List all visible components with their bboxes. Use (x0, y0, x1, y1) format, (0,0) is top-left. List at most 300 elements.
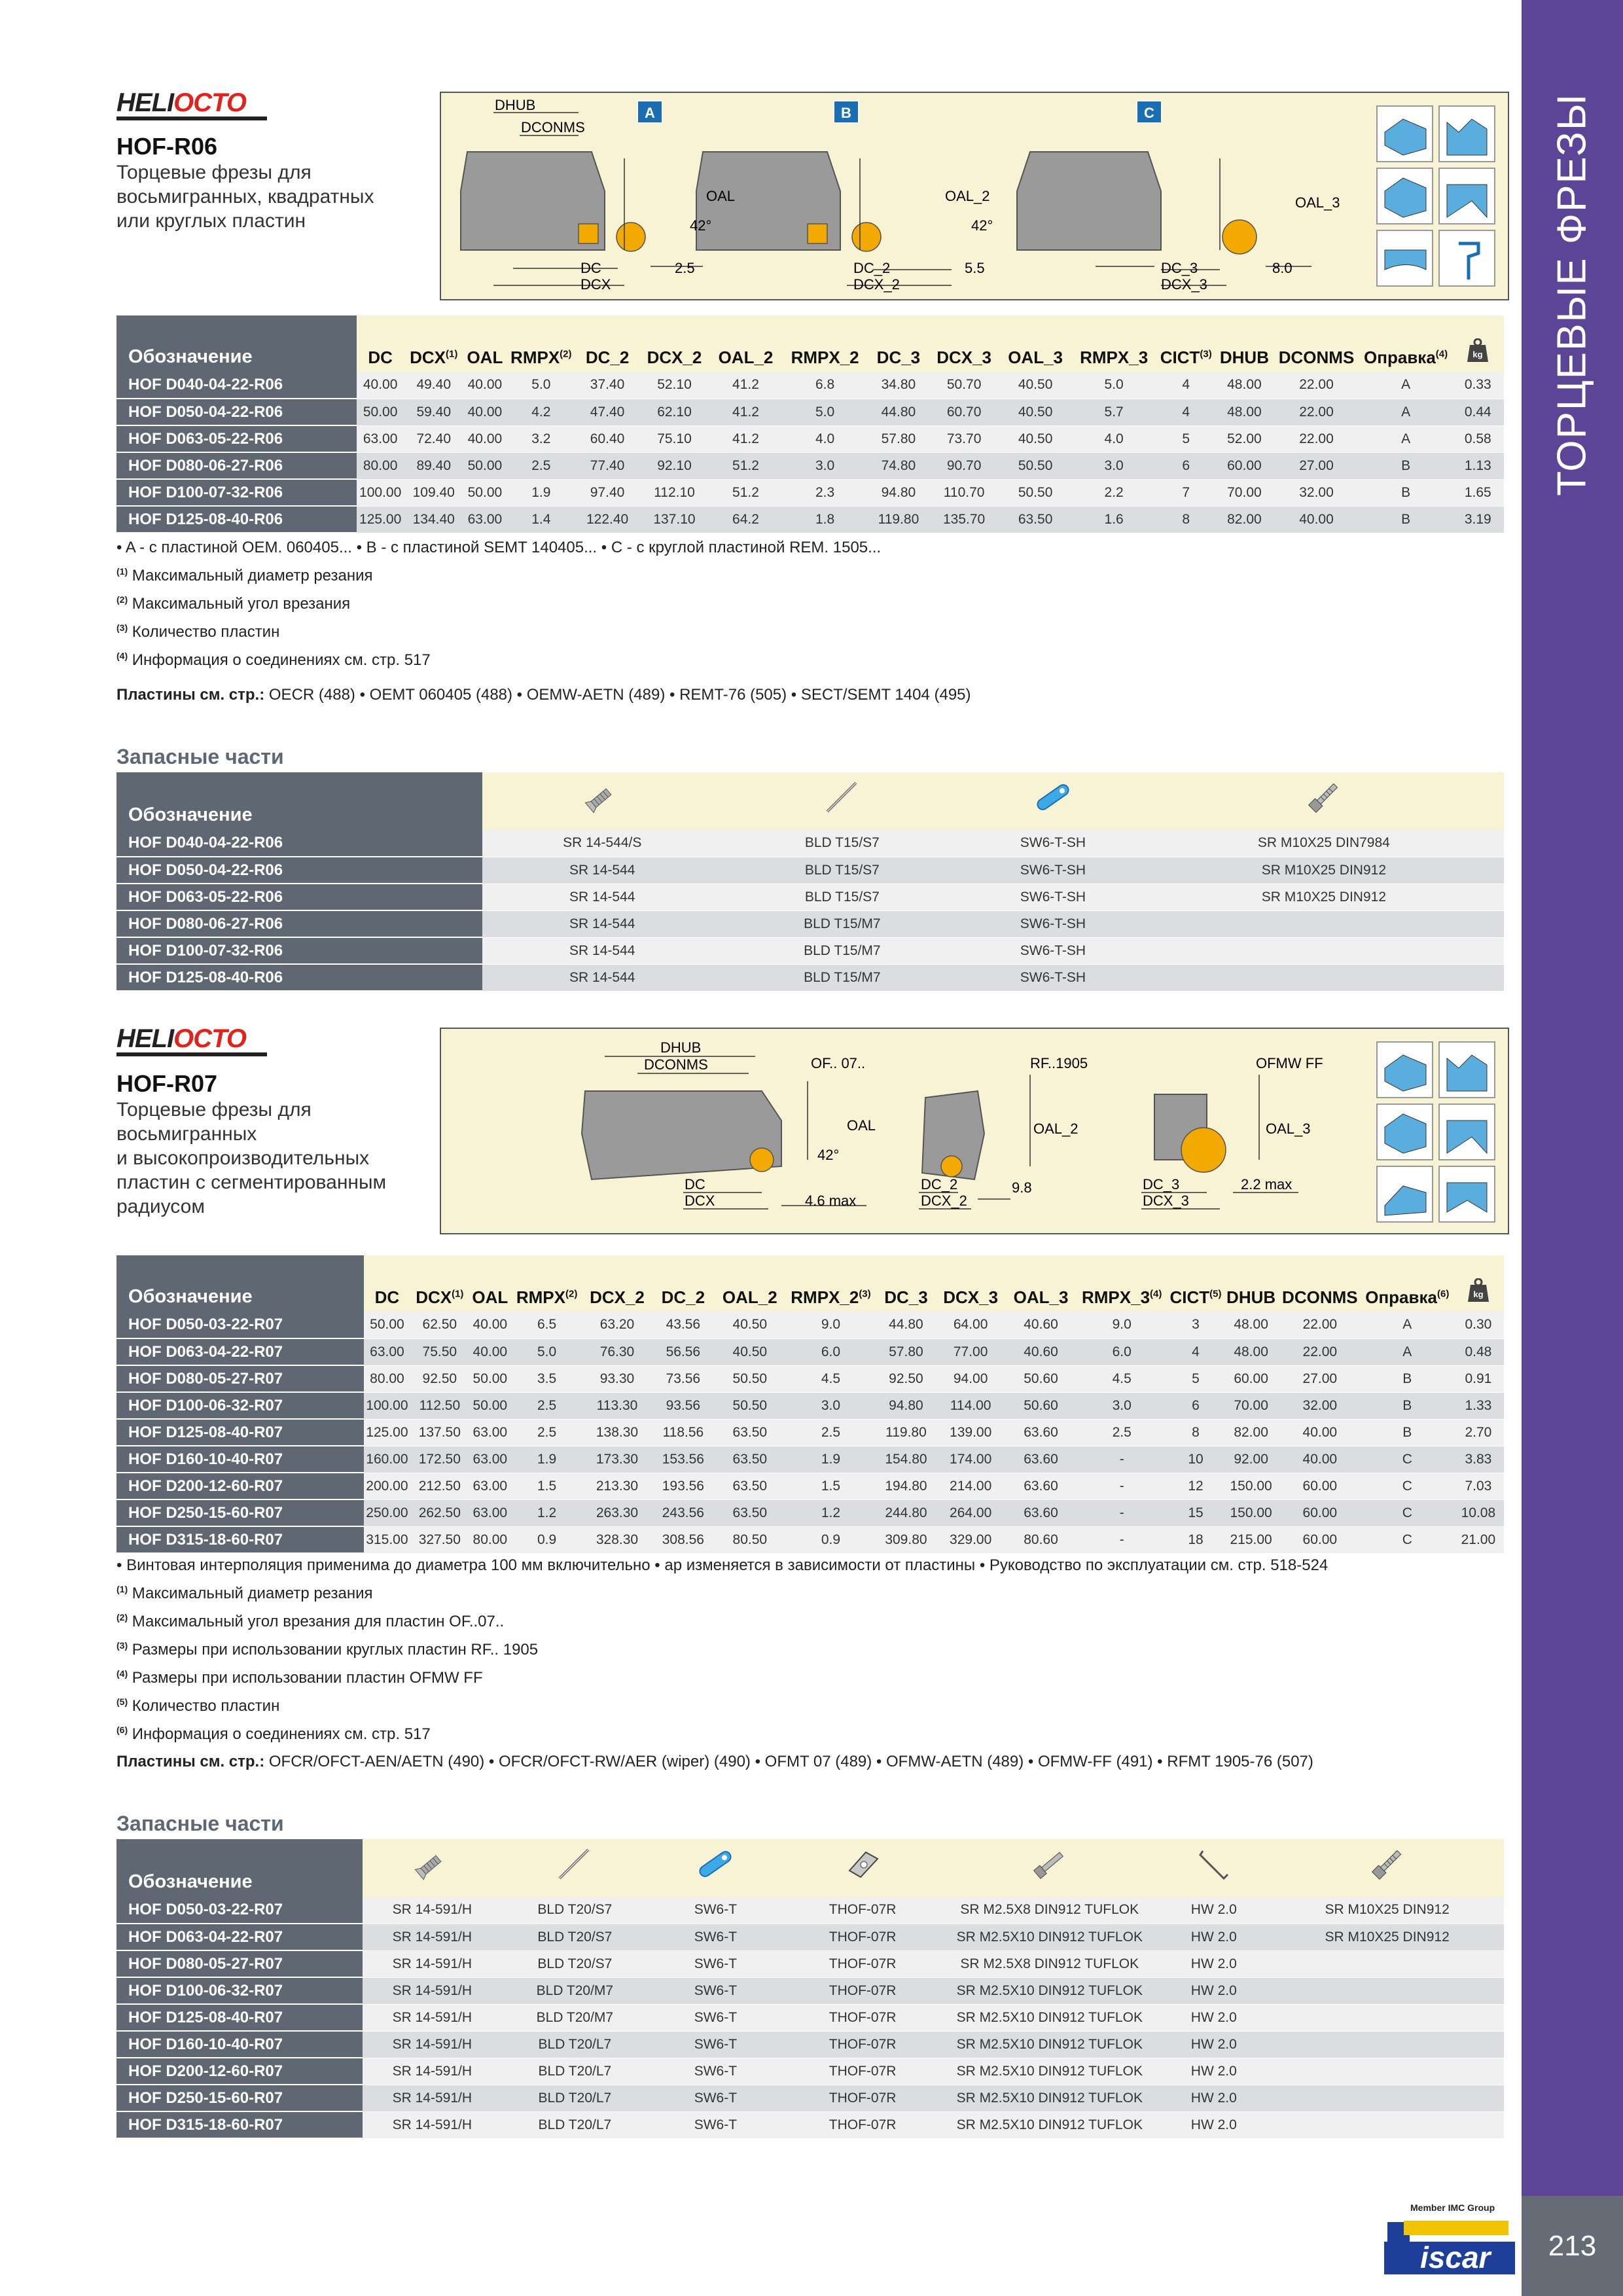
table-cell: 50.50 (715, 1365, 785, 1392)
table-cell: 1.6 (1071, 506, 1156, 533)
diagram-letter-b: B (841, 105, 851, 121)
column-footnote: (2) (560, 348, 572, 360)
page-number-text: 213 (1548, 2229, 1597, 2262)
table-cell: 263.30 (582, 1499, 652, 1526)
column-header-text: DCONMS (1278, 348, 1355, 367)
column-header-text: DC_3 (884, 1287, 928, 1307)
table-cell: 3.0 (1071, 452, 1156, 479)
s1-spare-title: Запасные части (116, 745, 284, 768)
table-cell: 0.30 (1453, 1312, 1504, 1338)
table-row (116, 2004, 1504, 2031)
table-cell: 73.70 (929, 425, 999, 452)
table-cell: 160.00 (364, 1446, 411, 1473)
table-cell: 135.70 (929, 506, 999, 533)
table-cell: 50.00 (357, 399, 404, 425)
table-cell: 137.10 (639, 506, 710, 533)
table-cell (1270, 2004, 1504, 2031)
table-cell: 4.5 (785, 1365, 876, 1392)
s2-spare-title: Запасные части (116, 1812, 284, 1835)
table-cell: 4 (1156, 372, 1215, 399)
table-cell: 1.4 (507, 506, 576, 533)
table-row (116, 372, 1504, 399)
table-cell: 21.00 (1453, 1526, 1504, 1553)
s2-brand (116, 1024, 267, 1056)
table-cell: 40.50 (715, 1338, 785, 1365)
table-cell: 4.0 (782, 425, 868, 452)
table-cell: SR 14-591/H (363, 2085, 502, 2111)
footnote-text: Максимальный угол врезания (128, 595, 351, 613)
table-cell: SR M2.5X8 DIN912 TUFLOK (942, 1950, 1157, 1977)
table-cell: 64.2 (709, 506, 781, 533)
table-cell (1144, 937, 1504, 964)
table-cell: 308.56 (652, 1526, 714, 1553)
table-cell: SR M2.5X10 DIN912 TUFLOK (942, 1924, 1157, 1950)
column-header-text: RMPX_3 (1080, 348, 1149, 367)
wrench-icon (648, 1839, 783, 1897)
table-cell: - (1077, 1499, 1168, 1526)
table-cell: 0.9 (785, 1526, 876, 1553)
column-header (463, 315, 507, 372)
table-cell: A (1360, 425, 1452, 452)
column-header (1005, 1255, 1076, 1312)
table-cell: 172.50 (410, 1446, 469, 1473)
table-cell: SR M2.5X10 DIN912 TUFLOK (942, 2085, 1157, 2111)
column-header-text: DCX_2 (647, 348, 702, 367)
column-header (1077, 1255, 1168, 1312)
row-designation: HOF D050-03-22-R07 (116, 1312, 364, 1338)
label-dcx: DCX (580, 276, 611, 293)
column-header (364, 1255, 411, 1312)
svg-text:kg: kg (1472, 350, 1483, 359)
small-screw-icon (942, 1839, 1157, 1897)
table-cell: 50.50 (999, 452, 1071, 479)
column-footnote: (5) (1209, 1288, 1222, 1300)
description-line: восьмигранных, квадратных (116, 186, 374, 207)
s1-diagram-svg (441, 93, 1508, 299)
table-cell: BLD T20/S7 (502, 1924, 648, 1950)
table-cell: SR 14-544 (482, 910, 722, 937)
table-cell: HW 2.0 (1157, 1977, 1270, 2004)
table-cell: C (1362, 1473, 1453, 1499)
table-cell: SW6-T-SH (962, 964, 1144, 991)
table-row (116, 425, 1504, 452)
column-footnote: (1) (446, 348, 458, 360)
table-cell: 264.00 (936, 1499, 1005, 1526)
table-cell: 80.60 (1005, 1526, 1076, 1553)
table-cell: 48.00 (1224, 1312, 1277, 1338)
table-cell: 1.9 (511, 1446, 582, 1473)
table-cell: 153.56 (652, 1446, 714, 1473)
label-dc3-b: DC_3 (1143, 1176, 1180, 1193)
table-cell: SW6-T (648, 1924, 783, 1950)
column-footnote: (4) (1435, 348, 1448, 360)
table-cell: 75.10 (639, 425, 710, 452)
table-cell: 4.2 (507, 399, 576, 425)
table-cell: 119.80 (868, 506, 929, 533)
table-cell: SR 14-544/S (482, 830, 722, 857)
footnote (116, 1605, 1328, 1634)
side-band (1522, 0, 1623, 2196)
table-cell: B (1362, 1365, 1453, 1392)
table-cell: 10 (1168, 1446, 1224, 1473)
row-designation: HOF D250-15-60-R07 (116, 2085, 363, 2111)
label-oal3-b: OAL_3 (1266, 1121, 1311, 1137)
table-cell: 4 (1168, 1338, 1224, 1365)
footnote (116, 1634, 1328, 1662)
column-header-text: DC (374, 1287, 400, 1307)
column-header (469, 1255, 511, 1312)
row-designation: HOF D100-06-32-R07 (116, 1392, 364, 1419)
label-2-5: 2.5 (675, 260, 695, 276)
column-header (929, 315, 999, 372)
label-2-2max: 2.2 max (1241, 1176, 1293, 1193)
column-header (652, 1255, 714, 1312)
row-designation: HOF D080-05-27-R07 (116, 1365, 364, 1392)
table-row (116, 1499, 1504, 1526)
table-cell: 62.10 (639, 399, 710, 425)
table-row (116, 1365, 1504, 1392)
table-row (116, 506, 1504, 533)
table-cell: 40.50 (999, 425, 1071, 452)
table-row (116, 857, 1504, 884)
table-cell: 63.00 (463, 506, 507, 533)
table-cell (1270, 2058, 1504, 2085)
table-cell: 3 (1168, 1312, 1224, 1338)
table-cell: SW6-T-SH (962, 830, 1144, 857)
table-cell: 213.30 (582, 1473, 652, 1499)
table-cell: 5 (1168, 1365, 1224, 1392)
table-cell: SR 14-544 (482, 884, 722, 910)
table-cell: 7 (1156, 479, 1215, 506)
label-oal: OAL (706, 188, 736, 204)
label-dc-b: DC (685, 1176, 705, 1193)
table-cell: 97.40 (576, 479, 639, 506)
table-cell: 5.0 (507, 372, 576, 399)
table-cell: 2.5 (511, 1392, 582, 1419)
label-9-8: 9.8 (1012, 1179, 1032, 1196)
label-dconms-2: DCONMS (644, 1056, 708, 1073)
column-footnote: (3) (859, 1288, 871, 1300)
description-line: радиусом (116, 1196, 205, 1217)
table-cell (1270, 1977, 1504, 2004)
footnote-marker: (4) (116, 651, 128, 661)
table-row (116, 1924, 1504, 1950)
table-cell: SW6-T (648, 2085, 783, 2111)
table-cell: 193.56 (652, 1473, 714, 1499)
iscar-logo (1384, 2202, 1515, 2281)
table-cell: 57.80 (868, 425, 929, 452)
s2-diagram-svg (441, 1029, 1508, 1233)
row-designation: HOF D125-08-40-R07 (116, 1419, 364, 1446)
table-cell: 63.00 (469, 1499, 511, 1526)
spare-header-row (116, 772, 1504, 830)
table-cell: 27.00 (1273, 452, 1359, 479)
s2-spec-table (116, 1255, 1504, 1554)
table-cell: BLD T20/M7 (502, 2004, 648, 2031)
table-cell: 63.50 (715, 1499, 785, 1526)
column-header (876, 1255, 936, 1312)
footnote-marker: (3) (116, 622, 128, 633)
table-cell: 77.00 (936, 1338, 1005, 1365)
column-header-text: DC (368, 348, 393, 367)
footnote-text: Информация о соединениях см. стр. 517 (128, 1725, 431, 1743)
table-cell: 112.10 (639, 479, 710, 506)
table-cell: 74.80 (868, 452, 929, 479)
description-line: пластин с сегментированным (116, 1172, 387, 1193)
footnote (116, 1690, 1328, 1718)
table-cell: 5.0 (511, 1338, 582, 1365)
table-row (116, 1419, 1504, 1446)
row-designation: HOF D063-04-22-R07 (116, 1924, 363, 1950)
column-header (1273, 315, 1359, 372)
s2-notes (116, 1553, 1328, 1746)
table-cell: 15 (1168, 1499, 1224, 1526)
footnote-text: Количество пластин (128, 623, 280, 641)
footnote (116, 1553, 1328, 1577)
table-cell: 63.00 (469, 1473, 511, 1499)
table-cell: SW6-T (648, 1897, 783, 1924)
table-cell: 80.50 (715, 1526, 785, 1553)
table-cell: B (1360, 479, 1452, 506)
table-cell: 8 (1168, 1419, 1224, 1446)
table-row (116, 2111, 1504, 2138)
table-cell: 92.00 (1224, 1446, 1277, 1473)
row-designation: HOF D160-10-40-R07 (116, 1446, 364, 1473)
table-cell: 90.70 (929, 452, 999, 479)
table-cell: B (1360, 452, 1452, 479)
table-cell: 109.40 (404, 479, 463, 506)
table-cell: A (1362, 1312, 1453, 1338)
table-cell: SR M2.5X10 DIN912 TUFLOK (942, 2111, 1157, 2138)
footnote-text: Максимальный диаметр резания (128, 1585, 373, 1602)
table-cell: 22.00 (1273, 399, 1359, 425)
table-cell: 70.00 (1224, 1392, 1277, 1419)
s2-plates-text: OFCR/OFCT-AEN/AETN (490) • OFCR/OFCT-RW/AER (wiper) (490) • OFMT 07 (489) • OFMW-AETN (489) • OFMW-FF (491) • RFMT 1905-76 (507) (264, 1753, 1313, 1770)
table-cell: 112.50 (410, 1392, 469, 1419)
footnote-marker: (6) (116, 1725, 128, 1735)
table-cell: 0.44 (1452, 399, 1504, 425)
table-cell: BLD T15/S7 (722, 884, 963, 910)
table-cell: 70.00 (1215, 479, 1273, 506)
row-designation: HOF D125-08-40-R07 (116, 2004, 363, 2031)
column-header-text: OAL_3 (1013, 1287, 1069, 1307)
row-designation: HOF D063-05-22-R06 (116, 884, 482, 910)
table-cell: 22.00 (1273, 372, 1359, 399)
table-cell: 75.50 (410, 1338, 469, 1365)
table-cell: BLD T20/L7 (502, 2058, 648, 2085)
table-row (116, 1392, 1504, 1419)
column-header-text: OAL (472, 1287, 508, 1307)
table-cell: 262.50 (410, 1499, 469, 1526)
table-cell: 139.00 (936, 1419, 1005, 1446)
table-row (116, 2085, 1504, 2111)
table-cell: 52.10 (639, 372, 710, 399)
s1-plates (116, 686, 971, 704)
table-cell: BLD T20/L7 (502, 2085, 648, 2111)
row-designation: HOF D063-05-22-R06 (116, 425, 357, 452)
row-designation: HOF D125-08-40-R06 (116, 964, 482, 991)
row-designation: HOF D100-07-32-R06 (116, 937, 482, 964)
table-cell: SR 14-591/H (363, 2058, 502, 2085)
side-title (1522, 0, 1623, 589)
table-cell: 82.00 (1215, 506, 1273, 533)
table-row (116, 1950, 1504, 1977)
table-cell: 137.50 (410, 1419, 469, 1446)
table-cell: 9.0 (1077, 1312, 1168, 1338)
table-cell: 3.5 (511, 1365, 582, 1392)
table-row (116, 2058, 1504, 2085)
table-cell: 40.00 (1278, 1446, 1362, 1473)
table-cell: THOF-07R (783, 1897, 942, 1924)
table-cell: 40.60 (1005, 1312, 1076, 1338)
row-designation: HOF D250-15-60-R07 (116, 1499, 364, 1526)
row-designation: HOF D160-10-40-R07 (116, 2031, 363, 2058)
header-designation: Обозначение (116, 315, 357, 372)
table-cell: 60.00 (1215, 452, 1273, 479)
bolt-icon (1144, 772, 1504, 830)
table-cell: 50.60 (1005, 1365, 1076, 1392)
column-header (639, 315, 710, 372)
table-cell: 93.30 (582, 1365, 652, 1392)
description-line: и высокопроизводительных (116, 1147, 370, 1169)
row-designation: HOF D100-07-32-R06 (116, 479, 357, 506)
table-cell: 6.0 (1077, 1338, 1168, 1365)
table-cell: BLD T20/M7 (502, 1977, 648, 2004)
table-row (116, 2031, 1504, 2058)
table-cell: B (1362, 1419, 1453, 1446)
table-row (116, 399, 1504, 425)
table-cell: 40.50 (999, 372, 1071, 399)
table-cell: 2.5 (507, 452, 576, 479)
table-cell: SR 14-544 (482, 857, 722, 884)
table-cell: 194.80 (876, 1473, 936, 1499)
table-cell: 119.80 (876, 1419, 936, 1446)
footnote (116, 1662, 1328, 1690)
table-cell: 3.2 (507, 425, 576, 452)
row-designation: HOF D315-18-60-R07 (116, 2111, 363, 2138)
row-designation: HOF D200-12-60-R07 (116, 2058, 363, 2085)
table-cell: SR M10X25 DIN912 (1270, 1924, 1504, 1950)
table-cell: 63.60 (1005, 1446, 1076, 1473)
table-cell: 80.00 (364, 1365, 411, 1392)
table-cell: 63.50 (715, 1419, 785, 1446)
table-cell: SR 14-591/H (363, 2004, 502, 2031)
table-cell: 49.40 (404, 372, 463, 399)
table-cell: 6.5 (511, 1312, 582, 1338)
table-cell: SR M10X25 DIN7984 (1144, 830, 1504, 857)
table-cell: 63.00 (469, 1419, 511, 1446)
table-cell: BLD T20/L7 (502, 2111, 648, 2138)
table-cell: 48.00 (1224, 1338, 1277, 1365)
table-cell: 63.60 (1005, 1473, 1076, 1499)
column-header-text: OAL_2 (722, 1287, 777, 1307)
table-cell: SW6-T (648, 2111, 783, 2138)
footnote-marker: (3) (116, 1640, 128, 1651)
table-row (116, 1446, 1504, 1473)
table-cell: SW6-T-SH (962, 884, 1144, 910)
table-row (116, 479, 1504, 506)
table-cell: SW6-T-SH (962, 910, 1144, 937)
s1-spare-table (116, 772, 1504, 992)
column-header-text: DCONMS (1282, 1287, 1358, 1307)
table-cell: 43.56 (652, 1312, 714, 1338)
table-cell: 50.50 (715, 1392, 785, 1419)
table-cell: SR 14-544 (482, 937, 722, 964)
row-designation: HOF D050-04-22-R06 (116, 857, 482, 884)
table-cell: 50.50 (999, 479, 1071, 506)
table-row (116, 1312, 1504, 1338)
table-cell (1270, 2031, 1504, 2058)
table-cell: 1.8 (782, 506, 868, 533)
table-cell: 1.5 (785, 1473, 876, 1499)
row-designation: HOF D040-04-22-R06 (116, 830, 482, 857)
table-row (116, 1338, 1504, 1365)
column-header (1156, 315, 1215, 372)
column-header-text: Оправка (1365, 1287, 1437, 1307)
table-cell: 9.0 (785, 1312, 876, 1338)
table-cell: 44.80 (876, 1312, 936, 1338)
table-cell: 22.00 (1278, 1338, 1362, 1365)
description-line: Торцевые фрезы для (116, 1099, 312, 1121)
label-dconms: DCONMS (521, 119, 585, 135)
footnote-marker: (5) (116, 1696, 128, 1707)
s1-title: HOF-R06 (116, 133, 218, 160)
column-header (999, 315, 1071, 372)
description-line: восьмигранных (116, 1123, 257, 1145)
table-cell: 80.00 (469, 1526, 511, 1553)
label-5-5: 5.5 (965, 260, 985, 276)
table-cell: 2.5 (1077, 1419, 1168, 1446)
table-cell: 150.00 (1224, 1473, 1277, 1499)
brand-heli: HELI (116, 88, 174, 117)
table-cell: SR M2.5X10 DIN912 TUFLOK (942, 2004, 1157, 2031)
table-cell: B (1360, 506, 1452, 533)
label-of-07: OF.. 07.. (811, 1055, 866, 1071)
table-cell: 57.80 (876, 1338, 936, 1365)
table-cell: 215.00 (1224, 1526, 1277, 1553)
table-cell: 60.70 (929, 399, 999, 425)
column-header (785, 1255, 876, 1312)
key-icon (502, 1839, 648, 1897)
page-number (1522, 2196, 1623, 2296)
table-cell: SR M10X25 DIN912 (1144, 884, 1504, 910)
table-cell: 50.00 (469, 1365, 511, 1392)
column-header (1168, 1255, 1224, 1312)
table-cell: 6.0 (785, 1338, 876, 1365)
column-header-text: Оправка (1364, 348, 1436, 367)
table-cell: 50.70 (929, 372, 999, 399)
label-dc2-b: DC_2 (921, 1176, 958, 1193)
column-header-text: DHUB (1219, 348, 1269, 367)
table-row (116, 964, 1504, 991)
footnote-text: Максимальный угол врезания для пластин OF..07.. (128, 1613, 505, 1630)
table-cell: 5.7 (1071, 399, 1156, 425)
table-cell: 8 (1156, 506, 1215, 533)
table-cell: 3.83 (1453, 1446, 1504, 1473)
table-cell: SR 14-591/H (363, 1897, 502, 1924)
table-cell: SR 14-591/H (363, 1924, 502, 1950)
table-cell: 51.2 (709, 479, 781, 506)
table-cell: 1.13 (1452, 452, 1504, 479)
table-cell: 63.60 (1005, 1499, 1076, 1526)
table-cell: BLD T20/L7 (502, 2031, 648, 2058)
brand-heli-2: HELI (116, 1024, 174, 1053)
key-icon (722, 772, 963, 830)
column-header-text: OAL_2 (718, 348, 774, 367)
table-cell: SW6-T-SH (962, 857, 1144, 884)
row-designation: HOF D080-06-27-R06 (116, 452, 357, 479)
column-header (507, 315, 576, 372)
